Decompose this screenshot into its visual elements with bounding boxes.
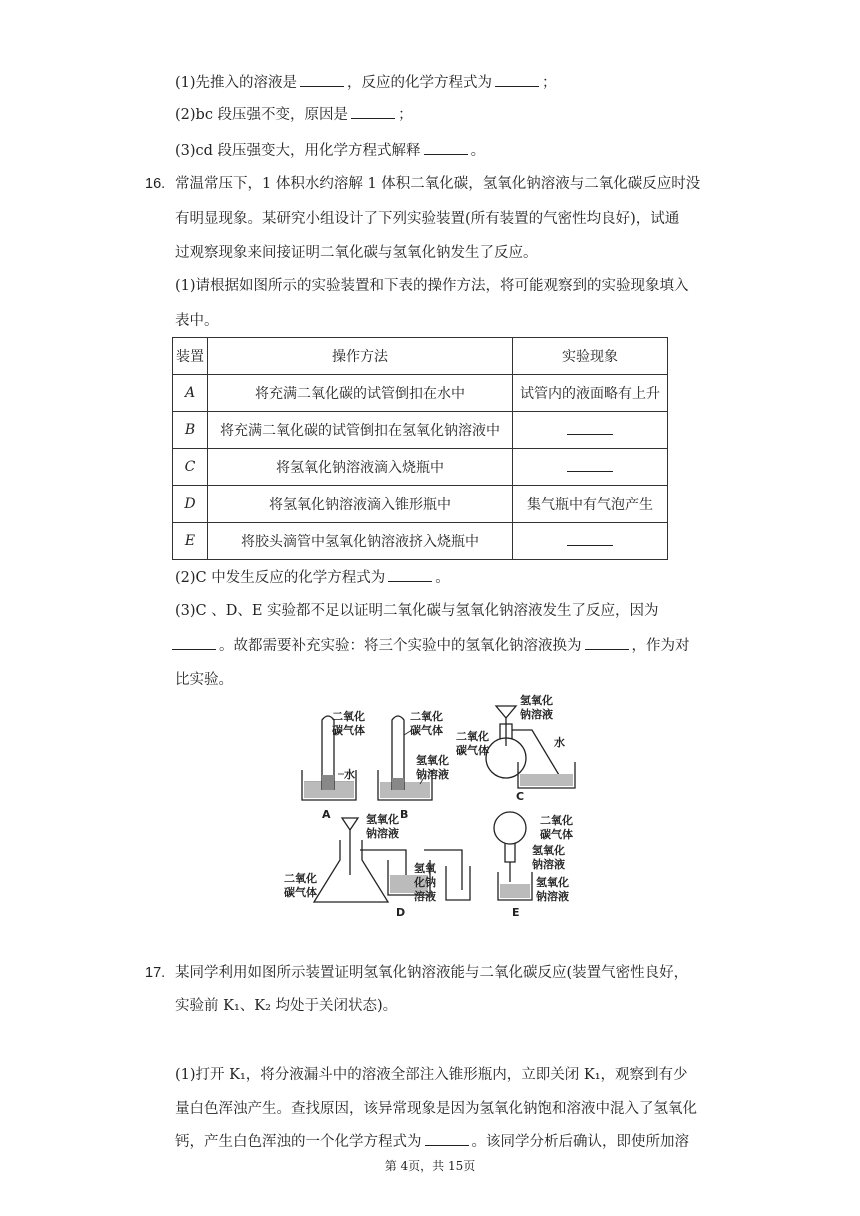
answer-blank[interactable] bbox=[567, 422, 613, 435]
table-header-cell: 操作方法 bbox=[208, 338, 513, 375]
answer-blank[interactable] bbox=[567, 533, 613, 546]
answer-blank[interactable] bbox=[388, 568, 432, 582]
table-row bbox=[173, 449, 668, 486]
q15-text: (1)先推入的溶液是 bbox=[175, 75, 298, 91]
q16-para-1: 常温常压下，1 体积水约溶解 1 体积二氧化碳，氢氧化钠溶液与二氧化碳反应时没 bbox=[175, 176, 701, 192]
phenomenon-cell[interactable] bbox=[513, 412, 668, 449]
q17-sub1-a: (1)打开 K₁，将分液漏斗中的溶液全部注入锥形瓶内，立即关闭 K₁，观察到有少 bbox=[175, 1067, 688, 1083]
label-co2-c-2: 碳气体 bbox=[456, 744, 489, 757]
device-cell: E bbox=[173, 523, 208, 560]
label-naoh-d: 氢氧化 bbox=[366, 813, 399, 826]
method-cell: 将氢氧化钠溶液滴入烧瓶中 bbox=[208, 449, 513, 486]
label-d: D bbox=[396, 906, 406, 919]
table-header-cell: 实验现象 bbox=[513, 338, 668, 375]
page-footer: 第 4页，共 15页 bbox=[384, 1159, 476, 1173]
device-cell: C bbox=[173, 449, 208, 486]
label-naoh-b-2: 钠溶液 bbox=[416, 768, 449, 781]
answer-blank[interactable] bbox=[425, 1132, 469, 1146]
table-row bbox=[173, 523, 668, 560]
table-row bbox=[173, 486, 668, 523]
label-c: C bbox=[516, 790, 525, 803]
table-header-cell: 装置 bbox=[173, 338, 208, 375]
label-co2-e: 二氧化 bbox=[540, 814, 573, 827]
label-naoh-e3: 氢氧化 bbox=[536, 876, 569, 889]
q15-text: (2)bc 段压强不变，原因是 bbox=[175, 107, 349, 123]
phenomenon-cell: 集气瓶中有气泡产生 bbox=[513, 486, 668, 523]
phenomenon-cell: 试管内的液面略有上升 bbox=[513, 375, 668, 412]
method-cell: 将充满二氧化碳的试管倒扣在水中 bbox=[208, 375, 513, 412]
label-naoh-e3-2: 钠溶液 bbox=[536, 890, 569, 903]
answer-blank[interactable] bbox=[300, 73, 344, 87]
q17-sub1-b: 量白色浑浊产生。查找原因，该异常现象是因为氢氧化钠饱和溶液中混入了氢氧化 bbox=[175, 1101, 697, 1117]
answer-blank[interactable] bbox=[585, 636, 629, 650]
label-co2-d-2: 碳气体 bbox=[284, 886, 317, 899]
q15-text: (3)cd 段压强变大，用化学方程式解释 bbox=[175, 143, 421, 159]
table-row bbox=[173, 412, 668, 449]
answer-blank[interactable] bbox=[172, 636, 216, 650]
q15-text: 。 bbox=[470, 143, 486, 159]
label-e: E bbox=[512, 906, 520, 919]
q17-para-1: 某同学利用如图所示装置证明氢氧化钠溶液能与二氧化碳反应(装置气密性良好， bbox=[175, 965, 689, 981]
q16-sub3-a: (3)C 、D、E 实验都不足以证明二氧化碳与氢氧化钠溶液发生了反应，因为 bbox=[175, 603, 659, 619]
table-header-row bbox=[173, 338, 668, 375]
q15-text: ； bbox=[398, 107, 413, 123]
label-naoh-d-2: 钠溶液 bbox=[366, 827, 399, 840]
label-a: A bbox=[322, 808, 331, 821]
q15-line-1 bbox=[175, 73, 557, 93]
answer-blank[interactable] bbox=[567, 459, 613, 472]
answer-blank[interactable] bbox=[351, 105, 395, 119]
q16-para-3: 过观察现象来间接证明二氧化碳与氢氧化钠发生了反应。 bbox=[175, 245, 538, 261]
q16-sub1-a: (1)请根据如图所示的实验装置和下表的操作方法，将可能观察到的实验现象填入 bbox=[175, 278, 689, 294]
label-naoh-b: 氢氧化 bbox=[416, 754, 449, 767]
operation-table bbox=[172, 337, 668, 560]
label-co2-c: 二氧化 bbox=[456, 730, 489, 743]
q16-para-2: 有明显现象。某研究小组设计了下列实验装置(所有装置的气密性均良好)，试通 bbox=[175, 211, 680, 227]
label-co2-b: 二氧化 bbox=[410, 710, 443, 723]
label-water-c: 水 bbox=[554, 736, 565, 749]
apparatus-e bbox=[494, 812, 532, 900]
apparatus-figure bbox=[270, 690, 600, 925]
q16-sub3-d: 比实验。 bbox=[175, 672, 233, 688]
table-row bbox=[173, 375, 668, 412]
method-cell: 将充满二氧化碳的试管倒扣在氢氧化钠溶液中 bbox=[208, 412, 513, 449]
label-co2-a: 二氧化 bbox=[332, 710, 365, 723]
device-cell: A bbox=[173, 375, 208, 412]
label-co2-b-2: 碳气体 bbox=[410, 724, 443, 737]
label-naoh-e-2: 钠溶液 bbox=[532, 858, 565, 871]
device-cell: D bbox=[173, 486, 208, 523]
label-naoh-d2-2: 化钠 bbox=[414, 876, 436, 889]
label-co2-d: 二氧化 bbox=[284, 872, 317, 885]
q16-sub3-b bbox=[172, 636, 690, 656]
q16-text: 。 bbox=[435, 570, 450, 586]
q17-text: 钙，产生白色浑浊的一个化学方程式为 bbox=[175, 1134, 422, 1150]
label-naoh-c-2: 钠溶液 bbox=[520, 708, 553, 721]
answer-blank[interactable] bbox=[495, 73, 539, 87]
label-naoh-d2-3: 溶液 bbox=[414, 890, 436, 903]
label-naoh-d2: 氢氧 bbox=[414, 862, 436, 875]
label-b: B bbox=[400, 808, 409, 821]
q17-sub1-c bbox=[175, 1132, 689, 1152]
label-naoh-c: 氢氧化 bbox=[520, 694, 553, 707]
q17-para-2: 实验前 K₁、K₂ 均处于关闭状态)。 bbox=[175, 998, 398, 1014]
label-naoh-e: 氢氧化 bbox=[532, 844, 565, 857]
q15-text: ； bbox=[542, 75, 557, 91]
method-cell: 将氢氧化钠溶液滴入锥形瓶中 bbox=[208, 486, 513, 523]
q15-text: ，反应的化学方程式为 bbox=[347, 75, 493, 91]
phenomenon-cell[interactable] bbox=[513, 523, 668, 560]
label-water-a: 水 bbox=[344, 768, 355, 781]
q15-line-2 bbox=[175, 105, 413, 125]
q17-number: 17. bbox=[145, 965, 166, 981]
q16-text: (2)C 中发生反应的化学方程式为 bbox=[175, 570, 386, 586]
q17-text: 。该同学分析后确认，即使所加溶 bbox=[471, 1134, 689, 1150]
answer-blank[interactable] bbox=[424, 141, 468, 155]
label-co2-e-2: 碳气体 bbox=[540, 828, 573, 841]
q16-sub2 bbox=[175, 568, 450, 588]
device-cell: B bbox=[173, 412, 208, 449]
label-co2-a-2: 碳气体 bbox=[332, 724, 365, 737]
q16-text: 。故都需要补充实验：将三个实验中的氢氧化钠溶液换为 bbox=[219, 638, 582, 654]
q16-number: 16. bbox=[145, 176, 166, 192]
q15-line-3 bbox=[175, 141, 485, 161]
method-cell: 将胶头滴管中氢氧化钠溶液挤入烧瓶中 bbox=[208, 523, 513, 560]
phenomenon-cell[interactable] bbox=[513, 449, 668, 486]
q16-sub1-b: 表中。 bbox=[175, 313, 219, 329]
q16-text: ，作为对 bbox=[631, 638, 690, 654]
